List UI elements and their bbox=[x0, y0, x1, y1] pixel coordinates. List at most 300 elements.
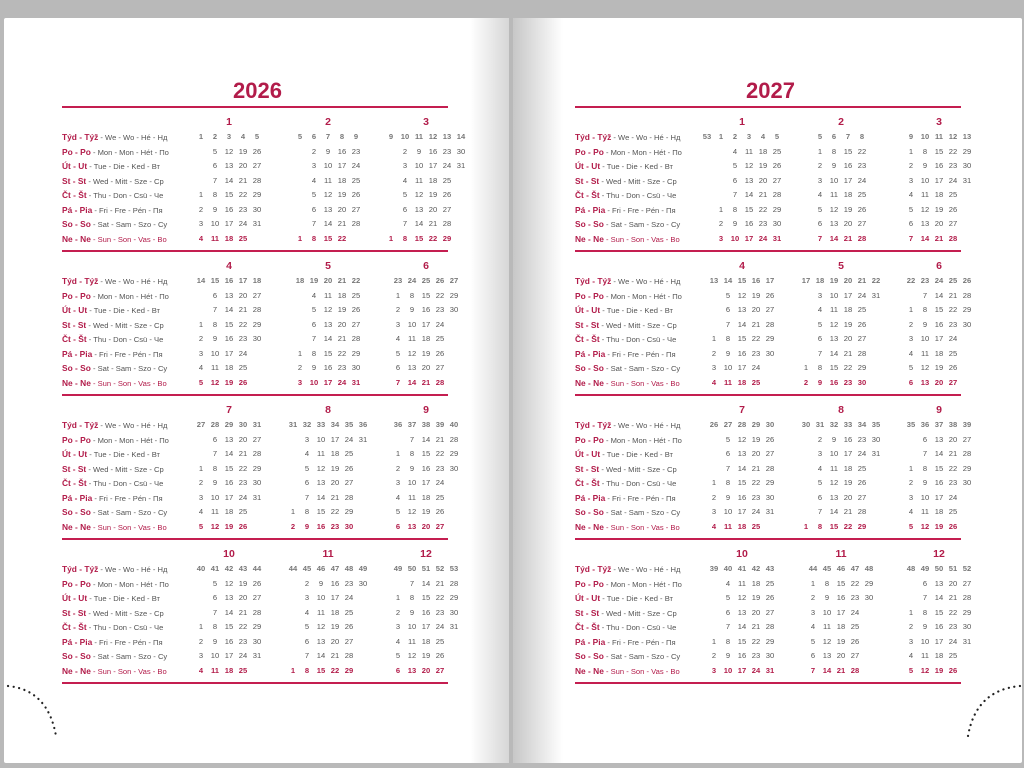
day-cell: 8 bbox=[402, 233, 408, 243]
day-cell: 26 bbox=[948, 521, 958, 531]
day-cell: 26 bbox=[850, 636, 860, 646]
day-cell: 18 bbox=[751, 578, 761, 588]
day-cell bbox=[293, 332, 307, 347]
weekday-label bbox=[62, 462, 182, 477]
day-row bbox=[391, 491, 461, 506]
day-cell bbox=[194, 577, 208, 592]
week-number: 8 bbox=[339, 132, 345, 141]
day-cell bbox=[356, 447, 370, 462]
week-number: 26 bbox=[962, 276, 972, 285]
day-cell: 6 bbox=[810, 651, 816, 660]
day-cell bbox=[194, 289, 208, 304]
day-cell: 16 bbox=[737, 492, 747, 502]
day-cell: 5 bbox=[311, 305, 317, 314]
week-number: 18 bbox=[295, 276, 305, 285]
day-cell: 8 bbox=[831, 146, 837, 156]
week-number: 49 bbox=[393, 564, 403, 573]
day-cell bbox=[904, 447, 918, 462]
day-row bbox=[904, 174, 974, 189]
weekday-label bbox=[62, 606, 182, 621]
day-cell: 29 bbox=[772, 204, 782, 214]
day-cell: 27 bbox=[857, 219, 867, 228]
week-number: 5 bbox=[817, 132, 823, 141]
week-number: 3 bbox=[746, 132, 752, 141]
weekday-label bbox=[62, 203, 182, 218]
day-cell: 4 bbox=[817, 190, 823, 199]
day-cell: 27 bbox=[765, 305, 775, 314]
day-row bbox=[904, 476, 974, 491]
day-cell: 27 bbox=[252, 161, 262, 170]
day-row bbox=[293, 188, 363, 203]
day-cell: 6 bbox=[311, 204, 317, 214]
day-cell: 23 bbox=[758, 219, 768, 228]
day-cell: 30 bbox=[252, 636, 262, 646]
day-cell: 13 bbox=[407, 521, 417, 531]
day-cell bbox=[707, 303, 721, 318]
day-cell: 26 bbox=[351, 305, 361, 314]
day-cell bbox=[707, 606, 721, 621]
day-row bbox=[391, 447, 461, 462]
weekday-label-short: Týd - Týž bbox=[62, 276, 99, 286]
day-cell: 4 bbox=[732, 146, 738, 156]
day-cell: 28 bbox=[442, 219, 452, 228]
day-cell: 28 bbox=[252, 607, 262, 617]
day-row bbox=[904, 433, 974, 448]
day-cell: 23 bbox=[351, 146, 361, 156]
day-cell: 14 bbox=[316, 651, 326, 660]
week-number: 24 bbox=[934, 276, 944, 285]
day-row bbox=[194, 520, 264, 535]
day-cell: 20 bbox=[934, 219, 944, 228]
weekday-label bbox=[62, 491, 182, 506]
day-cell: 17 bbox=[843, 449, 853, 458]
weekday-label-short: Čt - Št bbox=[575, 478, 600, 488]
day-cell: 9 bbox=[922, 622, 928, 631]
day-cell: 17 bbox=[323, 377, 333, 387]
day-cell: 21 bbox=[948, 449, 958, 458]
day-cell bbox=[960, 376, 974, 391]
day-cell: 1 bbox=[395, 593, 401, 602]
day-row bbox=[799, 505, 883, 520]
day-cell: 5 bbox=[198, 377, 204, 387]
day-row bbox=[904, 462, 974, 477]
day-cell: 26 bbox=[344, 463, 354, 473]
month-grid bbox=[391, 418, 461, 534]
day-row bbox=[384, 232, 468, 247]
day-cell: 27 bbox=[850, 651, 860, 660]
day-cell: 17 bbox=[421, 478, 431, 487]
day-row bbox=[391, 577, 461, 592]
day-cell: 20 bbox=[751, 607, 761, 617]
day-cell: 19 bbox=[934, 363, 944, 372]
weekday-labels bbox=[62, 418, 182, 534]
day-row bbox=[707, 361, 777, 376]
day-row bbox=[799, 303, 883, 318]
weekday-label-rest: - Sun - Son - Vas - Во bbox=[603, 234, 680, 244]
week-number: 30 bbox=[765, 420, 775, 429]
day-cell: 2 bbox=[711, 492, 717, 502]
day-cell: 10 bbox=[829, 175, 839, 185]
day-cell: 17 bbox=[934, 636, 944, 646]
day-cell: 1 bbox=[817, 146, 823, 156]
day-row bbox=[286, 649, 370, 664]
day-cell: 20 bbox=[758, 175, 768, 185]
day-cell: 10 bbox=[920, 334, 930, 343]
day-cell: 6 bbox=[212, 593, 218, 602]
day-row bbox=[700, 145, 784, 160]
day-row bbox=[700, 159, 784, 174]
day-cell: 18 bbox=[224, 233, 234, 243]
day-row bbox=[293, 361, 363, 376]
day-cell: 31 bbox=[765, 507, 775, 516]
weekday-label-rest: - Wed - Mitt - Sze - Ср bbox=[86, 608, 164, 618]
day-cell: 28 bbox=[344, 651, 354, 660]
week-number-row bbox=[286, 562, 370, 577]
week-number: 43 bbox=[765, 564, 775, 573]
day-row bbox=[293, 376, 363, 391]
day-cell: 23 bbox=[238, 636, 248, 646]
day-row bbox=[194, 217, 264, 232]
month-number: 11 bbox=[322, 548, 334, 560]
day-cell bbox=[286, 635, 300, 650]
day-cell: 6 bbox=[817, 492, 823, 502]
day-cell: 5 bbox=[817, 319, 823, 329]
week-number: 13 bbox=[442, 132, 452, 141]
weekday-label bbox=[575, 332, 695, 347]
day-cell: 4 bbox=[908, 651, 914, 660]
day-cell: 22 bbox=[337, 348, 347, 358]
day-cell: 27 bbox=[435, 521, 445, 531]
week-number: 5 bbox=[254, 132, 260, 141]
week-number: 17 bbox=[238, 276, 248, 285]
day-cell: 24 bbox=[344, 434, 354, 444]
day-cell: 12 bbox=[829, 319, 839, 329]
day-cell bbox=[447, 347, 461, 362]
day-cell: 14 bbox=[414, 219, 424, 228]
day-cell: 10 bbox=[414, 161, 424, 170]
weekday-label bbox=[575, 649, 695, 664]
day-cell: 18 bbox=[737, 377, 747, 387]
day-row bbox=[799, 520, 883, 535]
week-number: 16 bbox=[751, 276, 761, 285]
day-cell: 15 bbox=[843, 146, 853, 156]
week-number: 50 bbox=[934, 564, 944, 573]
weekday-label-short: Ne - Ne bbox=[62, 233, 91, 244]
day-cell: 24 bbox=[238, 492, 248, 502]
day-cell: 6 bbox=[304, 636, 310, 646]
weekday-label-rest: - We - Wo - Hé - Нд bbox=[611, 133, 681, 142]
week-number: 8 bbox=[859, 132, 865, 141]
day-cell: 24 bbox=[948, 636, 958, 646]
day-cell: 1 bbox=[711, 334, 717, 343]
day-cell: 22 bbox=[330, 507, 340, 516]
day-cell: 14 bbox=[744, 190, 754, 199]
day-cell: 25 bbox=[948, 190, 958, 199]
day-cell: 17 bbox=[224, 492, 234, 502]
day-cell: 31 bbox=[252, 219, 262, 228]
day-cell: 21 bbox=[843, 507, 853, 516]
day-cell bbox=[799, 505, 813, 520]
day-cell: 3 bbox=[908, 175, 914, 185]
weekday-label bbox=[575, 361, 695, 376]
day-cell: 23 bbox=[344, 578, 354, 588]
day-cell bbox=[293, 203, 307, 218]
day-cell: 11 bbox=[408, 636, 416, 646]
week-number: 7 bbox=[325, 132, 331, 141]
day-cell: 27 bbox=[252, 434, 262, 444]
day-cell: 22 bbox=[238, 463, 248, 473]
day-cell: 28 bbox=[252, 175, 262, 185]
week-number: 46 bbox=[836, 564, 846, 573]
day-cell: 10 bbox=[920, 175, 930, 185]
day-cell bbox=[700, 203, 714, 218]
day-cell: 18 bbox=[836, 622, 846, 631]
day-row bbox=[799, 433, 883, 448]
weekday-label bbox=[575, 606, 695, 621]
weekday-label-short: St - St bbox=[62, 463, 87, 474]
day-cell: 29 bbox=[449, 593, 459, 602]
day-cell: 8 bbox=[922, 146, 928, 156]
weekday-label bbox=[575, 376, 695, 391]
day-cell: 11 bbox=[823, 622, 831, 631]
week-number: 40 bbox=[723, 564, 733, 573]
day-cell: 23 bbox=[751, 651, 761, 660]
day-row bbox=[806, 577, 876, 592]
day-cell: 9 bbox=[831, 161, 837, 170]
week-number: 49 bbox=[920, 564, 930, 573]
day-cell bbox=[194, 303, 208, 318]
day-cell: 14 bbox=[224, 175, 234, 185]
day-cell: 27 bbox=[351, 204, 361, 214]
day-cell: 25 bbox=[351, 175, 361, 185]
day-cell: 15 bbox=[836, 578, 846, 588]
day-cell: 6 bbox=[212, 434, 218, 444]
day-cell: 11 bbox=[921, 507, 929, 516]
day-cell: 8 bbox=[922, 305, 928, 314]
day-cell: 2 bbox=[395, 305, 401, 314]
week-number-row bbox=[194, 562, 264, 577]
weekday-label bbox=[62, 620, 182, 635]
weekday-label-short: So - So bbox=[575, 363, 604, 373]
day-row bbox=[194, 620, 264, 635]
weekday-label-rest: - Tue - Die - Ked - Вт bbox=[600, 162, 673, 171]
day-cell: 25 bbox=[238, 233, 248, 243]
day-cell bbox=[286, 620, 300, 635]
day-cell: 12 bbox=[920, 204, 930, 214]
weekday-label-short: Po - Po bbox=[575, 290, 604, 301]
day-row bbox=[904, 303, 974, 318]
weekday-label-short: Po - Po bbox=[62, 146, 91, 157]
day-cell: 8 bbox=[304, 507, 310, 516]
day-row bbox=[813, 203, 869, 218]
day-cell bbox=[707, 318, 721, 333]
day-cell bbox=[250, 361, 264, 376]
day-row bbox=[293, 145, 363, 160]
day-cell: 4 bbox=[198, 665, 204, 675]
day-cell: 25 bbox=[857, 305, 867, 314]
week-number: 14 bbox=[456, 132, 466, 141]
day-row bbox=[194, 347, 264, 362]
day-cell: 22 bbox=[435, 449, 445, 458]
day-cell: 1 bbox=[908, 305, 914, 314]
day-cell: 25 bbox=[857, 190, 867, 199]
day-cell: 29 bbox=[252, 190, 262, 199]
weekday-label-short: Po - Po bbox=[575, 578, 604, 589]
day-cell: 20 bbox=[330, 636, 340, 646]
day-cell bbox=[862, 635, 876, 650]
day-cell: 13 bbox=[224, 290, 234, 300]
weekday-label bbox=[62, 635, 182, 650]
day-cell: 7 bbox=[304, 492, 310, 502]
day-cell: 30 bbox=[765, 492, 775, 502]
day-cell: 27 bbox=[948, 377, 958, 387]
day-cell: 30 bbox=[344, 521, 354, 531]
weekday-label bbox=[575, 577, 695, 592]
day-cell: 21 bbox=[238, 175, 248, 185]
weekday-label-short: Týd - Týž bbox=[575, 564, 612, 574]
week-number: 29 bbox=[751, 420, 761, 429]
day-cell: 4 bbox=[198, 363, 204, 372]
day-cell: 21 bbox=[337, 219, 347, 228]
day-cell: 27 bbox=[252, 593, 262, 602]
day-cell bbox=[799, 476, 813, 491]
day-cell: 9 bbox=[725, 348, 731, 358]
day-cell: 13 bbox=[407, 363, 417, 372]
week-number: 1 bbox=[718, 132, 724, 141]
day-row bbox=[707, 505, 777, 520]
weekday-label bbox=[62, 289, 182, 304]
day-cell: 13 bbox=[829, 219, 839, 228]
day-cell: 22 bbox=[337, 233, 347, 243]
day-cell: 16 bbox=[224, 636, 234, 646]
day-cell: 26 bbox=[857, 204, 867, 214]
day-cell: 19 bbox=[224, 377, 234, 387]
weekday-label-rest: - Sat - Sam - Szo - Су bbox=[90, 652, 168, 661]
weekday-label bbox=[62, 274, 182, 289]
day-row bbox=[194, 303, 264, 318]
day-cell: 24 bbox=[948, 175, 958, 185]
week-number: 9 bbox=[353, 132, 359, 141]
day-row bbox=[904, 635, 974, 650]
weekday-label-rest: - Fri - Fre - Pén - Пя bbox=[605, 493, 676, 503]
day-cell: 11 bbox=[921, 348, 929, 358]
day-cell bbox=[799, 462, 813, 477]
day-cell: 27 bbox=[772, 175, 782, 185]
day-cell: 27 bbox=[252, 290, 262, 300]
day-cell: 15 bbox=[744, 204, 754, 214]
day-row bbox=[904, 606, 974, 621]
week-number: 53 bbox=[702, 132, 712, 141]
quarter-block bbox=[62, 548, 459, 686]
day-cell: 13 bbox=[737, 305, 747, 314]
weekday-label bbox=[575, 289, 695, 304]
day-cell bbox=[799, 289, 813, 304]
week-number: 43 bbox=[238, 564, 248, 573]
month-grid bbox=[391, 562, 461, 678]
day-cell bbox=[960, 505, 974, 520]
week-number-row bbox=[194, 274, 264, 289]
day-cell: 4 bbox=[402, 175, 408, 185]
day-row bbox=[904, 620, 974, 635]
day-cell: 20 bbox=[948, 578, 958, 588]
week-number: 9 bbox=[908, 132, 914, 141]
day-cell: 12 bbox=[407, 348, 417, 358]
week-number-row bbox=[391, 418, 461, 433]
week-number: 37 bbox=[934, 420, 944, 429]
day-cell bbox=[384, 203, 398, 218]
day-cell: 25 bbox=[751, 521, 761, 531]
day-row bbox=[707, 347, 777, 362]
day-cell: 3 bbox=[817, 175, 823, 185]
day-cell bbox=[960, 347, 974, 362]
day-cell: 31 bbox=[962, 175, 972, 185]
week-number: 13 bbox=[709, 276, 719, 285]
day-cell: 26 bbox=[948, 665, 958, 675]
week-number: 22 bbox=[351, 276, 361, 285]
day-cell: 28 bbox=[344, 492, 354, 502]
weekday-label-rest: - Thu - Don - Csü - Че bbox=[86, 623, 164, 632]
month-number: 1 bbox=[226, 116, 232, 128]
day-cell: 16 bbox=[737, 348, 747, 358]
day-cell: 1 bbox=[718, 204, 724, 214]
day-cell bbox=[700, 217, 714, 232]
day-cell bbox=[454, 174, 468, 189]
day-cell bbox=[391, 433, 405, 448]
day-cell: 7 bbox=[212, 175, 218, 185]
weekday-label-short: Čt - Št bbox=[575, 334, 600, 344]
day-cell: 9 bbox=[831, 434, 837, 444]
day-cell bbox=[707, 591, 721, 606]
day-cell: 19 bbox=[758, 161, 768, 170]
day-cell: 23 bbox=[948, 161, 958, 170]
day-cell: 28 bbox=[351, 219, 361, 228]
weekday-label-rest: - We - Wo - Hé - Нд bbox=[98, 421, 168, 430]
day-cell: 3 bbox=[198, 492, 204, 502]
day-cell: 19 bbox=[751, 290, 761, 300]
day-cell bbox=[447, 376, 461, 391]
day-cell: 10 bbox=[822, 607, 832, 617]
month-grid bbox=[904, 130, 974, 246]
day-cell: 21 bbox=[330, 651, 340, 660]
day-cell bbox=[960, 332, 974, 347]
day-cell: 14 bbox=[224, 607, 234, 617]
day-cell: 24 bbox=[948, 492, 958, 502]
day-cell: 2 bbox=[718, 219, 724, 228]
day-row bbox=[707, 433, 777, 448]
day-row bbox=[293, 217, 363, 232]
day-cell: 11 bbox=[211, 363, 219, 372]
day-cell: 19 bbox=[751, 593, 761, 602]
day-cell: 30 bbox=[456, 146, 466, 156]
day-cell: 26 bbox=[351, 190, 361, 199]
day-cell: 8 bbox=[311, 348, 317, 358]
quarter-block bbox=[575, 548, 972, 686]
weekday-label-short: Út - Ut bbox=[62, 449, 88, 459]
day-cell bbox=[960, 520, 974, 535]
day-cell: 9 bbox=[212, 478, 218, 487]
weekday-label-short: Út - Ut bbox=[575, 449, 601, 459]
day-cell: 7 bbox=[922, 290, 928, 300]
day-row bbox=[293, 159, 363, 174]
day-cell: 8 bbox=[817, 363, 823, 372]
day-cell: 5 bbox=[212, 146, 218, 156]
day-row bbox=[799, 289, 883, 304]
day-row bbox=[707, 303, 777, 318]
weekday-label-rest: - Mon - Mon - Hét - По bbox=[603, 579, 682, 589]
weekday-label bbox=[575, 130, 695, 145]
day-cell bbox=[960, 491, 974, 506]
day-cell bbox=[194, 447, 208, 462]
